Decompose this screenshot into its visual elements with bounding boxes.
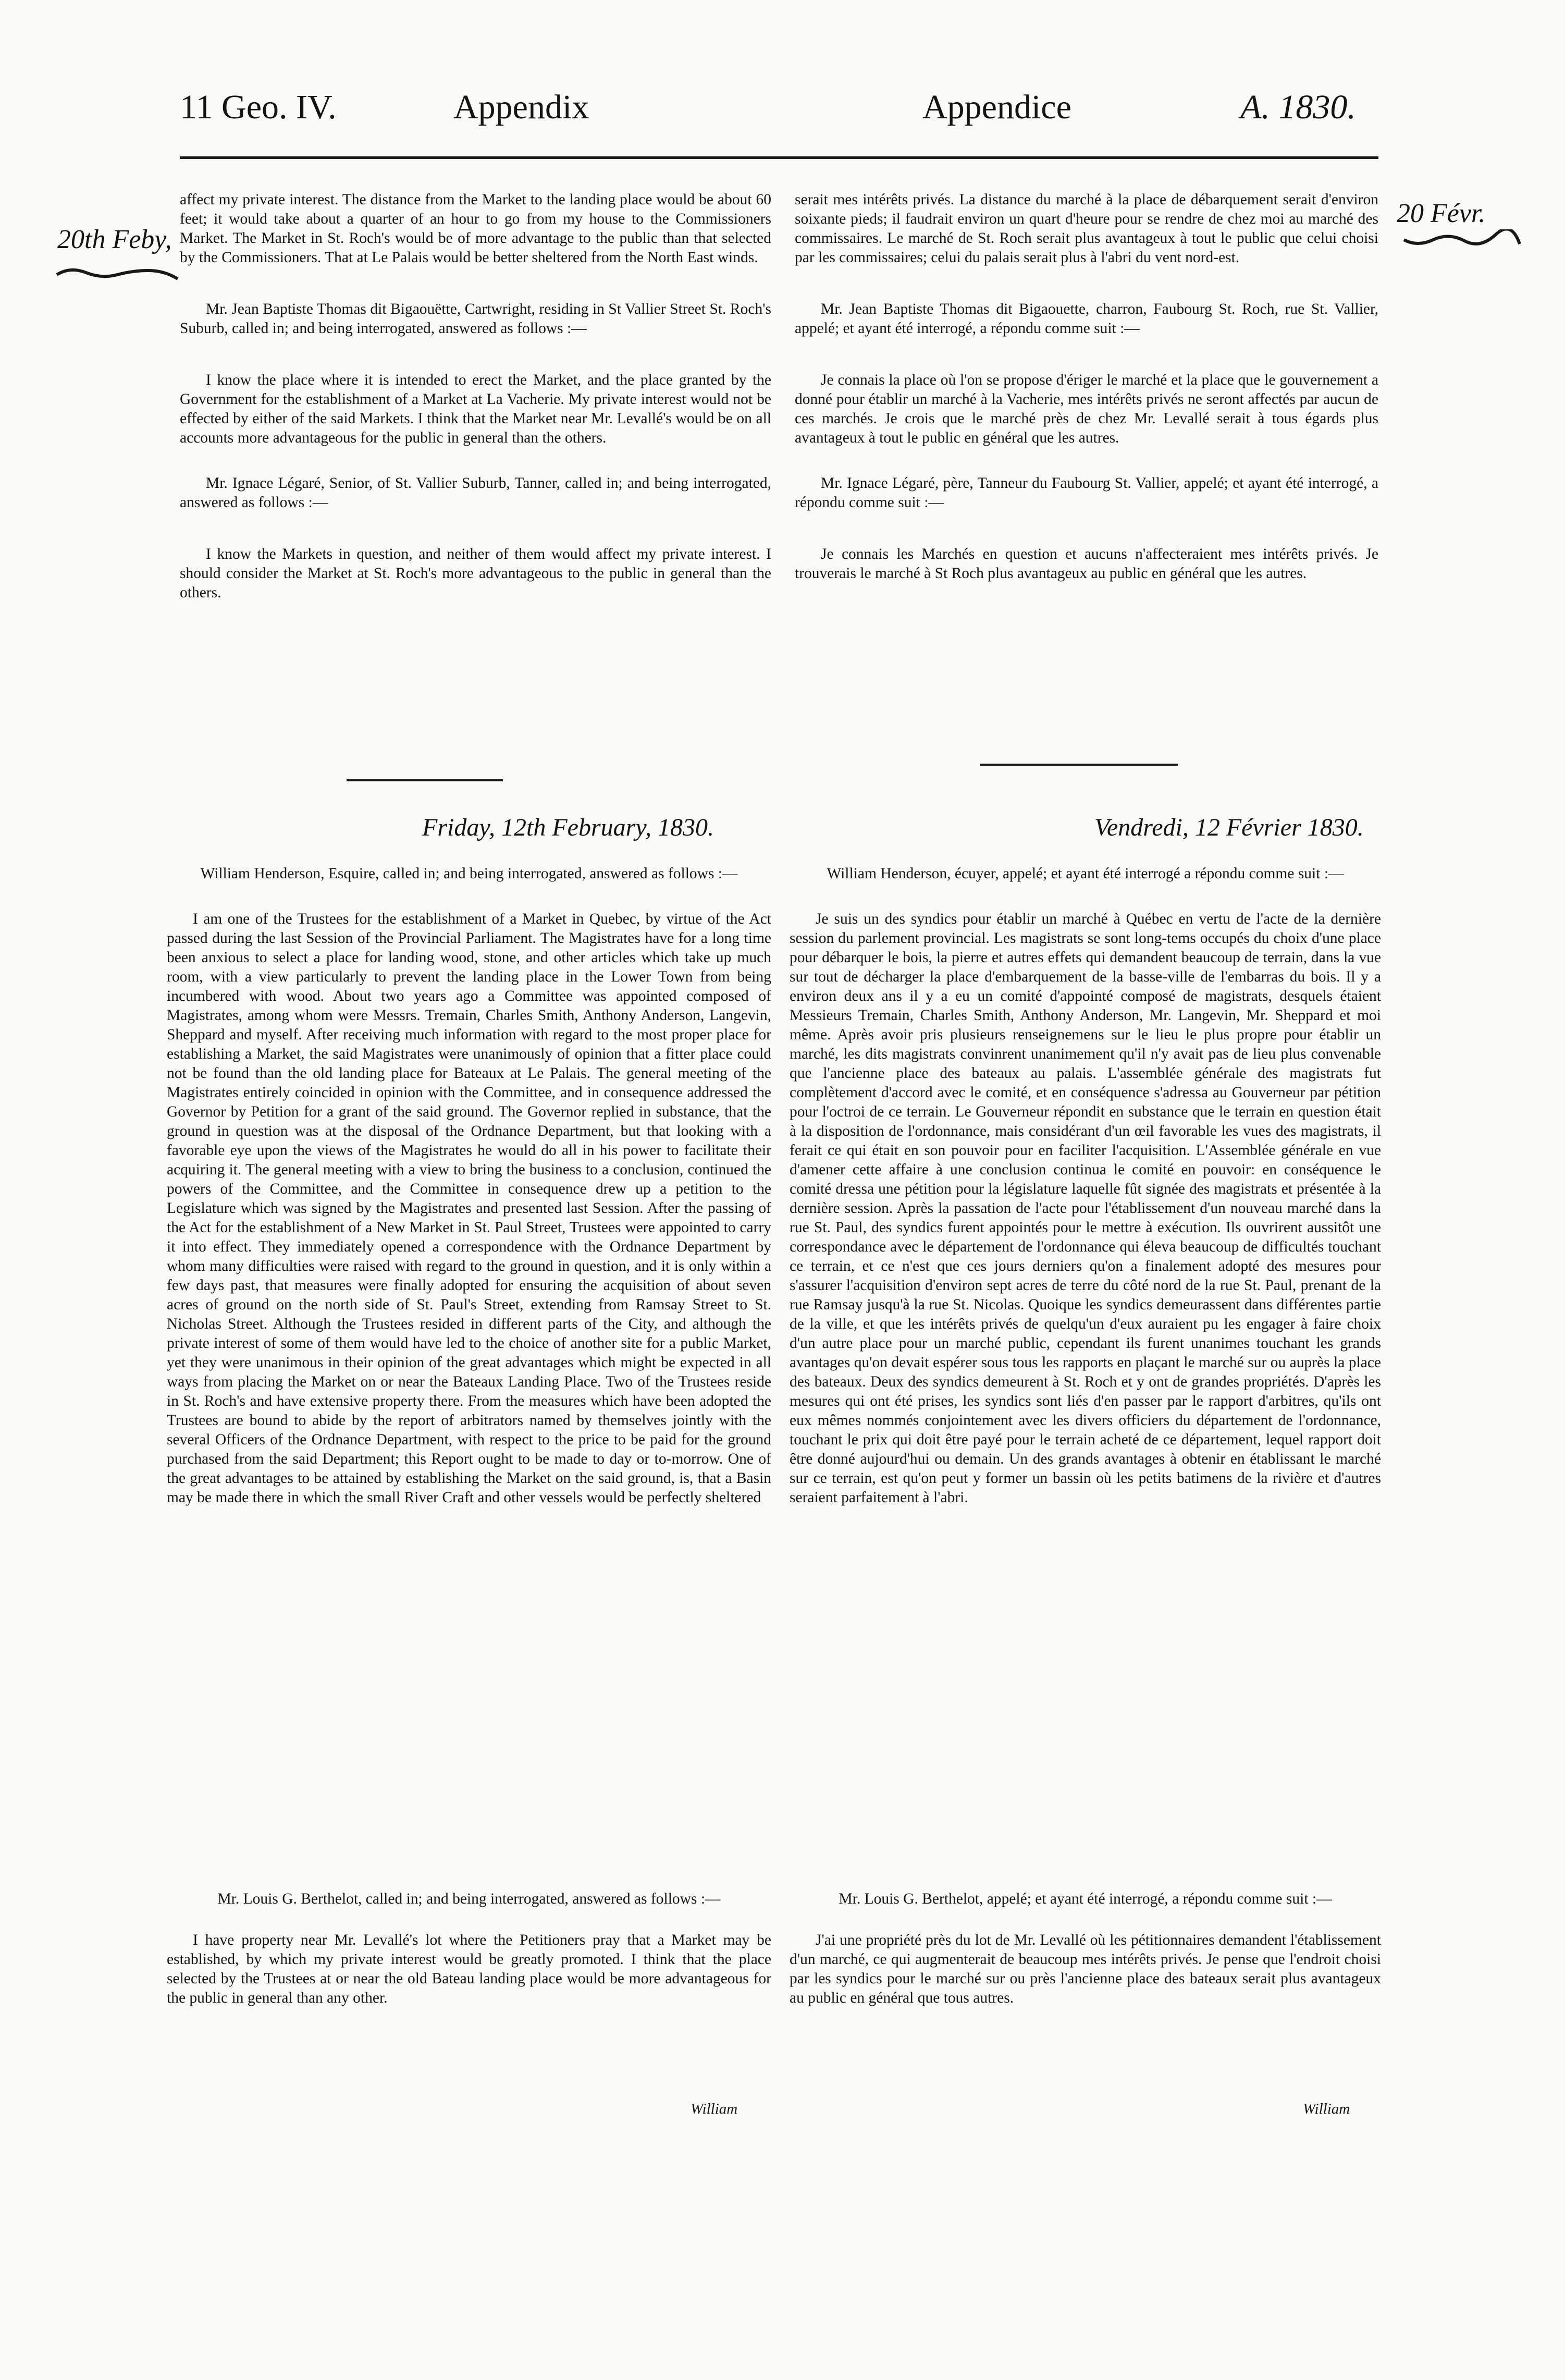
french-witness-3-intro: William Henderson, écuyer, appelé; et ayant été interrogé a répondu comme suit :—	[827, 865, 1344, 882]
english-witness-2-intro: Mr. Ignace Légaré, Senior, of St. Vallier Suburb, Tanner, called in; and being interrogated, answered as follows :—	[180, 475, 771, 511]
french-column-henderson	[790, 864, 1381, 1507]
english-witness-1-testimony: I know the place where it is intended to erect the Market, and the place granted by the Government for the establishment of a Market at La Vacherie. My private interest would not be effected by either of the said Markets. I think that the Market near Mr. Levallé's would be on all accounts more advantageous for the public in general than the others.	[180, 372, 771, 446]
english-witness-4-intro: Mr. Louis G. Berthelot, called in; and being interrogated, answered as follows :—	[217, 1891, 721, 1907]
catchword-english: William	[691, 2101, 738, 2117]
french-witness-3-testimony: Je suis un des syndics pour établir un marché à Québec en vertu de l'acte de la dernière session du parlement provincial. Les magistrats se sont long-tems occupés du choix d'une place pour débarquer le bois, la pierre et autres effets qui demandent beaucoup de terrain, dans la vue sur tout de décharger la place d'embarquement de la basse-ville de l'embarras du bois. Il y a environ deux ans il y a eu un comité d'appointé composé de magistrats, desquels étaient Messieurs Tremain, Charles Smith, Anthony Anderson, Mr. Langevin, Mr. Sheppard et moi même. Après avoir pris plusieurs renseignemens sur le lieu le plus propre pour établir un marché, les dits magistrats convinrent unanimement qu'il n'y avait pas de lieu plus convenable que l'ancienne place des bateaux au palais. L'assemblée générale des magistrats fut complètement d'accord avec le comité, et en conséquence s'adressa au Gouverneur par pétition pour l'octroi de ce terrain. Le Gouverneur répondit en substance que le terrain en question était à la disposition de l'ordonnance, mais considérant d'un œil favorable les vues des magistrats, il ferait ce qui était en son pouvoir pour en faciliter l'acquisition. L'Assemblée générale en vue d'amener cette affaire à une conclusion continua le comité en pouvoir: en conséquence le comité dressa une pétition pour la législature laquelle fût signée des magistrats et présentée à la dernière session. Après la passation de l'acte pour l'établissement d'un nouveau marché dans la rue St. Paul, des syndics furent appointés pour le mettre à exécution. Ils ouvrirent aussitôt une correspondance avec le département de l'ordonnance qui éleva beaucoup de difficultés touchant ce terrain, et ce n'est que ces jours derniers qu'on a finalement adopté des mesures pour s'assurer l'acquisition d'environ sept acres de terre du côté nord de la rue St. Paul, prenant de la rue Ramsay jusqu'à la rue St. Nicolas. Quoique les syndics demeurassent dans différentes partie de la ville, et que les intérêts privés de quelqu'un d'eux auraient pu les engager à faire choix d'un autre place pour un marché public, cependant ils furent unanimes touchant les grands avantages qu'on devait espérer sous tous les rapports en plaçant le marché sur ou auprès la place des bateaux. Deux des syndics demeurent à St. Roch et y ont de grandes propriétés. D'après les mesures qui ont été prises, les syndics sont liés d'en passer par le rapport d'arbitres, qu'ils ont eux mêmes nommés conjointement avec les divers officiers du département de l'ordonnance, touchant le prix qui doit être payé pour le terrain acheté de ce département, lequel rapport doit être donné aujourd'hui ou demain. Un des grands avantages à obtenir en établissant le marché sur ce terrain, est qu'on peut y former un bassin où les petits batimens de la rivière et d'autres seraient parfaitement à l'abri.	[790, 911, 1381, 1506]
english-column-berthelot	[167, 1890, 771, 2008]
english-column-henderson	[167, 864, 771, 1507]
divider-rule-french	[980, 764, 1178, 766]
french-witness-4-intro: Mr. Louis G. Berthelot, appelé; et ayant été interrogé, a répondu comme suit :—	[839, 1891, 1332, 1907]
french-witness-2-intro: Mr. Ignace Légaré, père, Tanneur du Faubourg St. Vallier, appelé; et ayant été interrogé, a répondu comme suit :—	[795, 475, 1378, 511]
english-column-top	[180, 190, 771, 603]
divider-rule-english	[347, 779, 503, 781]
french-column-top	[795, 190, 1378, 583]
english-witness-1-intro: Mr. Jean Baptiste Thomas dit Bigaouëtte, Cartwright, residing in St Vallier Street St. Roch's Suburb, called in; and being interrogated, answered as follows :—	[180, 301, 771, 337]
margin-date-right: 20 Févr.	[1397, 199, 1486, 228]
french-witness-1-intro: Mr. Jean Baptiste Thomas dit Bigaouette, charron, Faubourg St. Roch, rue St. Vallier, appelé; et ayant été interrogé, a répondu comme suit :—	[795, 301, 1378, 337]
date-heading-french: Vendredi, 12 Février 1830.	[1094, 814, 1364, 841]
margin-swash-right	[1402, 229, 1522, 250]
header-left-title: 11 Geo. IV.	[180, 88, 337, 126]
english-continuation-paragraph: affect my private interest. The distance from the Market to the landing place would be about 60 feet; it would take about a quarter of an hour to go from my house to the Commissioners Market. The Market in St. Roch's would be of more advantage to the public than that selected by the Commissioners. That at Le Palais would be better sheltered from the North East winds.	[180, 191, 771, 266]
french-witness-1-testimony: Je connais la place où l'on se propose d'ériger le marché et la place que le gouvernement a donné pour établir un marché à la Vacherie, mes intérêts privés ne seront affectés par aucun de ces marchés. Je crois que le marché près de chez Mr. Levallé serait à tous égards plus avantageux à tout le public en général que les autres.	[795, 372, 1378, 446]
english-witness-3-testimony: I am one of the Trustees for the establishment of a Market in Quebec, by virtue of the Act passed during the last Session of the Provincial Parliament. The Magistrates have for a long time been anxious to select a place for landing wood, stone, and other articles which take up much room, with a view particularly to prevent the landing place in the Lower Town from being incumbered with wood. About two years ago a Committee was appointed composed of Magistrates, among whom were Messrs. Tremain, Charles Smith, Anthony Anderson, Langevin, Sheppard and myself. After receiving much information with regard to the most proper place for establishing a Market, the said Magistrates were unanimously of opinion that a fitter place could not be found than the old landing place for Bateaux at Le Palais. The general meeting of the Magistrates entirely coincided in opinion with the Committee, and in consequence addressed the Governor by Petition for a grant of the said ground. The Governor replied in substance, that the ground in question was at the disposal of the Ordnance Department, but that looking with a favorable eye upon the views of the Magistrates he would do all in his power to facilitate their acquiring it. The general meeting with a view to bring the business to a conclusion, continued the powers of the Committee, and the Committee in consequence drew up a petition to the Legislature which was signed by the Magistrates and presented last Session. After the passing of the Act for the establishment of a New Market in St. Paul Street, Trustees were appointed to carry it into effect. They immediately opened a correspondence with the Ordnance Department by whom many difficulties were raised with regard to the ground in question, and it is only within a few days past, that measures were finally adopted for ensuring the acquisition of about seven acres of ground on the north side of St. Paul's Street, extending from Ramsay Street to St. Nicholas Street. Although the Trustees resided in different parts of the City, and although the private interest of some of them would have led to the choice of another site for a public Market, yet they were unanimous in their opinion of the great advantages which might be expected in all ways from placing the Market on or near the Bateaux Landing Place. Two of the Trustees reside in St. Roch's and have extensive property there. From the measures which have been adopted the Trustees are bound to abide by the report of arbitrators named by themselves jointly with the several Officers of the Ordnance Department, with respect to the price to be paid for the ground purchased from the said Department; this Report ought to be made to day or to-morrow. One of the great advantages to be attained by establishing the Market on the said ground, is, that a Basin may be made there in which the small River Craft and other vessels would be perfectly sheltered	[167, 911, 771, 1506]
date-heading-english: Friday, 12th February, 1830.	[422, 814, 714, 841]
english-witness-2-testimony: I know the Markets in question, and neither of them would affect my private interest. I should consider the Market at St. Roch's more advantageous to the public in general than the others.	[180, 546, 771, 601]
french-witness-2-testimony: Je connais les Marchés en question et aucuns n'affecteraient mes intérêts privés. Je trouverais le marché à St Roch plus avantageux au public en général que les autres.	[795, 546, 1378, 582]
english-witness-3-intro: William Henderson, Esquire, called in; and being interrogated, answered as follows :—	[200, 865, 738, 882]
english-witness-4-testimony: I have property near Mr. Levallé's lot where the Petitioners pray that a Market may be established, by which my private interest would be greatly promoted. I think that the place selected by the Trustees at or near the old Bateau landing place would be more advantageous for the public in general than any other.	[167, 1932, 771, 2006]
margin-date-left: 20th Feby,	[57, 225, 172, 254]
french-witness-4-testimony: J'ai une propriété près du lot de Mr. Levallé où les pétitionnaires demandent l'établissement d'un marché, ce qui augmenterait de beaucoup mes intérêts privés. Je pense que l'endroit choisi par les syndics pour le marché sur ou près l'ancienne place des bateaux serait plus avantageux au public en général que tous autres.	[790, 1932, 1381, 2006]
margin-swash-left	[55, 263, 180, 284]
header-right-title: A. 1830.	[1240, 88, 1356, 126]
french-column-berthelot	[790, 1890, 1381, 2008]
catchword-french: William	[1303, 2101, 1350, 2117]
header-left-center: Appendix	[453, 88, 589, 126]
french-continuation-paragraph: serait mes intérêts privés. La distance du marché à la place de débarquement serait d'environ soixante pieds; il faudrait environ un quart d'heure pour se rendre de chez moi au marché des commissaires. Le marché de St. Roch serait plus avantageux à tout le public que celui choisi par les commissaires; celui du palais serait plus à l'abri du vent nord-est.	[795, 191, 1378, 266]
header-right-center: Appendice	[922, 88, 1071, 126]
header-rule	[180, 156, 1378, 159]
